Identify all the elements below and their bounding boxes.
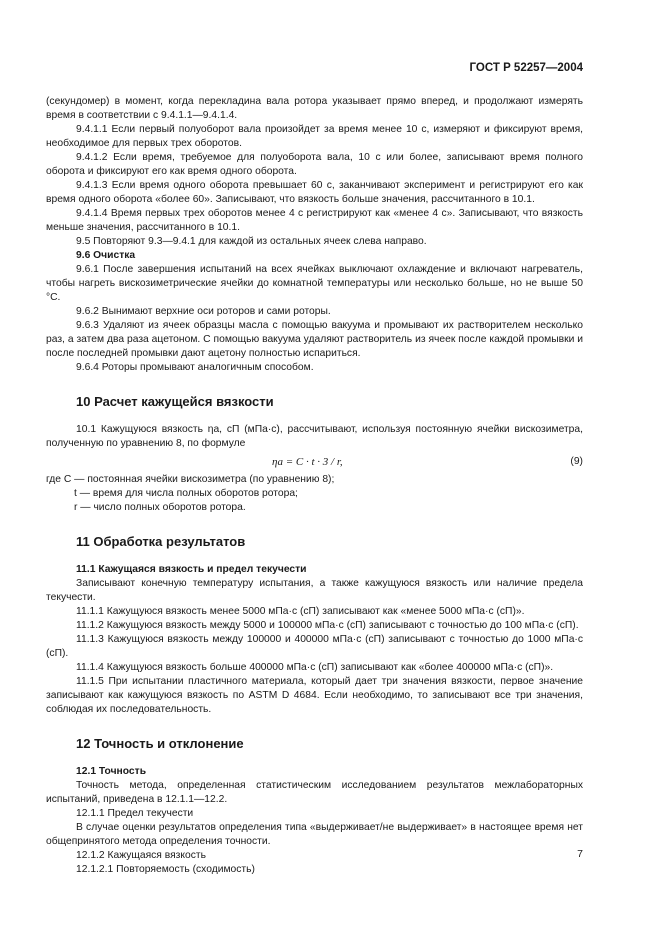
paragraph: 11.1.5 При испытании пластичного материала, который дает три значения вязкости, первое значение записывают как кажущуюся вязкость по ASTM D 4684. Если необходимо, то записывают все три значения, соблюдая их последовательность. — [46, 676, 583, 715]
subsection-heading: 12.1 Точность — [76, 766, 147, 777]
legend-line: r — число полных оборотов ротора. — [74, 502, 246, 513]
section-heading: 12 Точность и отклонение — [76, 736, 244, 751]
paragraph: 9.4.1.4 Время первых трех оборотов менее 4 с регистрируют как «менее 4 с». Записывают, что вязкость меньше значения, рассчитанного в 10.1. — [46, 208, 583, 233]
paragraph: 12.1.2.1 Повторяемость (сходимость) — [76, 864, 255, 875]
section-heading: 10 Расчет кажущейся вязкости — [76, 394, 274, 409]
document-code: ГОСТ Р 52257—2004 — [469, 62, 583, 74]
paragraph: 11.1.4 Кажущуюся вязкость больше 400000 мПа·с (сП) записывают как «более 400000 мПа·с (сП)». — [76, 662, 554, 673]
formula-number: (9) — [570, 456, 583, 467]
paragraph: 9.4.1.2 Если время, требуемое для полуоборота вала, 10 с или более, записывают время полного оборота и фиксируют его как время одного оборота. — [46, 152, 583, 177]
paragraph: 12.1.2 Кажущаяся вязкость — [76, 850, 206, 861]
section-heading: 11 Обработка результатов — [76, 534, 246, 549]
subsection-heading: 11.1 Кажущаяся вязкость и предел текучести — [76, 564, 307, 575]
paragraph: 11.1.3 Кажущуюся вязкость между 100000 и 400000 мПа·с (сП) записывают с точностью до 1000 мПа·с (сП). — [46, 634, 583, 659]
paragraph: 11.1.1 Кажущуюся вязкость менее 5000 мПа·с (сП) записывают как «менее 5000 мПа·с (сП)». — [76, 606, 525, 617]
paragraph: Точность метода, определенная статистическим исследованием результатов межлабораторных испытаний, приведена в 12.1.1—12.2. — [46, 780, 583, 805]
document-body — [46, 95, 583, 877]
paragraph: 9.4.1.1 Если первый полуоборот вала произойдет за время менее 10 с, измеряют и фиксируют время, необходимое для первых трех оборотов. — [46, 124, 583, 149]
formula — [46, 455, 583, 469]
subsection-heading: 9.6 Очистка — [76, 250, 136, 261]
formula-expression: ηa = C · t · 3 / r, — [272, 456, 343, 468]
page-number: 7 — [577, 848, 583, 860]
paragraph: 10.1 Кажущуюся вязкость ηa, сП (мПа·с), рассчитывают, используя постоянную ячейки вискозиметра, полученную по уравнению 8, по формуле — [46, 424, 583, 449]
paragraph: 9.6.3 Удаляют из ячеек образцы масла с помощью вакуума и промывают их растворителем несколько раз, а затем два раза ацетоном. С помощью вакуума удаляют растворитель из ячеек после каждой промывки и после последней промывки дают ацетону полностью испариться. — [46, 320, 583, 359]
paragraph: В случае оценки результатов определения типа «выдерживает/не выдерживает» в настоящее время нет общепринятого метода определения точности. — [46, 822, 583, 847]
legend-line: где C — постоянная ячейки вискозиметра (по уравнению 8); — [46, 474, 335, 485]
paragraph: 12.1.1 Предел текучести — [76, 808, 194, 819]
paragraph: 9.6.1 После завершения испытаний на всех ячейках выключают охлаждение и включают нагреватель, чтобы нагреть вискозиметрические ячейки до комнатной температуры или несколько больше, но не выше 50 °С. — [46, 264, 583, 303]
paragraph: Записывают конечную температуру испытания, а также кажущуюся вязкость или наличие предела текучести. — [46, 578, 583, 603]
paragraph: 11.1.2 Кажущуюся вязкость между 5000 и 100000 мПа·с (сП) записывают с точностью до 100 мПа·с (сП). — [76, 620, 579, 631]
paragraph: 9.5 Повторяют 9.3—9.4.1 для каждой из остальных ячеек слева направо. — [76, 236, 427, 247]
paragraph: 9.6.4 Роторы промывают аналогичным способом. — [76, 362, 314, 373]
legend-line: t — время для числа полных оборотов ротора; — [74, 488, 298, 499]
paragraph: 9.6.2 Вынимают верхние оси роторов и сами роторы. — [76, 306, 331, 317]
paragraph: 9.4.1.3 Если время одного оборота превышает 60 с, заканчивают эксперимент и регистрируют его как время одного оборота «более 60». Записывают, что вязкость больше значения, рассчитанного в 10.1. — [46, 180, 583, 205]
paragraph: (секундомер) в момент, когда перекладина вала ротора указывает прямо вперед, и продолжают измерять время в соответствии с 9.4.1.1—9.4.1.4. — [46, 96, 583, 121]
